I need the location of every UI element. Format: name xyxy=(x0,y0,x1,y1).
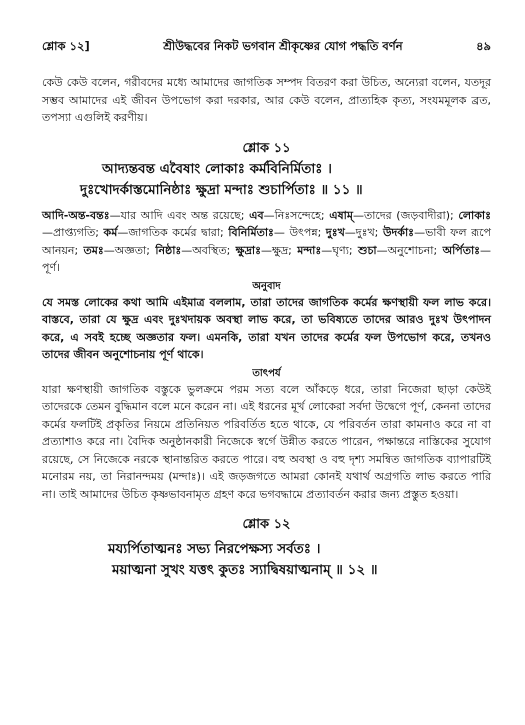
synonym-meaning: —দুঃখ; xyxy=(344,226,383,239)
synonym-meaning: —অবস্থিত; xyxy=(181,243,236,257)
synonym-meaning: —নিঃসন্দেহে; xyxy=(263,208,330,222)
synonym-word: লোকাঃ xyxy=(458,208,491,222)
verse-12-sanskrit xyxy=(42,539,491,581)
synonym-word: নিষ্ঠাঃ xyxy=(155,243,182,257)
verse-11-sanskrit xyxy=(42,159,491,201)
synonym-meaning: —পূর্ণ। xyxy=(42,243,492,274)
synonym-meaning: —তাদের (জড়বাদীরা); xyxy=(352,208,459,222)
synonym-word: দুঃখ xyxy=(325,226,345,239)
intro-paragraph: কেউ কেউ বলেন, গরীবদের মধ্যে আমাদের জাগতিক সম্পদ বিতরণ করা উচিত, অন্যেরা বলেন, যতদূর সম্ভব আমাদের এই জীবন উপভোগ করা দরকার, আর কেউ বলেন, প্রাত্যহিক কৃত্য, সংযমমূলক ব্রত, তপস্যা এগুলিই করণীয়। xyxy=(42,76,491,124)
page-number: ৪৯ xyxy=(476,39,491,53)
running-header xyxy=(42,38,491,60)
synonym-word: এষাম্ xyxy=(329,208,353,222)
synonym-word: শুচা xyxy=(357,243,377,257)
verse-12-line-1: ময্যর্পিতাত্মনঃ সভ্য নিরপেক্ষস্য সর্বতঃ । xyxy=(108,541,321,557)
synonym-word: ক্ষুদ্রাঃ xyxy=(235,243,261,257)
verse-11-line-2: দুঃখোদর্কাস্তমোনিষ্ঠাঃ ক্ষুদ্রা মন্দাঃ শুচার্পিতাঃ ॥ ১১ ॥ xyxy=(80,181,363,198)
synonym-meaning: —যার আদি এবং অন্ত রয়েছে; xyxy=(109,208,250,222)
header-verse-ref: শ্লোক ১২] xyxy=(42,39,90,53)
synonym-meaning: — উৎপন্ন; xyxy=(273,226,326,239)
synonym-word: উদর্কাঃ xyxy=(382,226,415,239)
verse-12-heading: শ্লোক ১২ xyxy=(242,517,291,532)
verse-11-heading: শ্লোক ১১ xyxy=(242,140,291,156)
synonym-word: এব xyxy=(249,208,264,222)
synonym-meaning: —ভাবী ফল রূপে আনয়ন; xyxy=(42,226,491,257)
verse-11-line-1: আদ্যন্তবন্ত এবৈষাং লোকাঃ কর্মবিনির্মিতাঃ । xyxy=(102,160,332,177)
synonym-word: বিনির্মিতাঃ xyxy=(228,226,274,239)
purport-title: তাৎপর্য xyxy=(252,367,281,379)
synonym-meaning: —ক্ষুদ্র; xyxy=(260,243,298,257)
verse-11-synonyms xyxy=(42,207,491,277)
translation-title: অনুবাদ xyxy=(252,280,281,292)
header-chapter-title: শ্রীউদ্ধবের নিকট ভগবান শ্রীকৃষ্ণের যোগ পদ্ধতি বর্ণন xyxy=(163,39,403,53)
synonym-meaning: —জাগতিক কর্মের দ্বারা; xyxy=(117,226,229,239)
synonym-meaning: —প্রাপ্ত্যগতি; xyxy=(42,226,104,239)
verse-12-line-2: ময়াত্মনা সুখং যত্তৎ কুতঃ স্যাদ্বিষয়াত্মনাম্ ॥ ১২ ॥ xyxy=(112,562,378,578)
synonym-meaning: —ঘৃণ্য; xyxy=(321,243,358,257)
synonym-word: আদি-অন্ত-বন্তঃ xyxy=(42,208,110,222)
translation-text: যে সমস্ত লোকের কথা আমি এইমাত্র বললাম, তারা তাদের জাগতিক কর্মের ক্ষণস্থায়ী ফল লাভ করে। বাস্তবে, তারা যে ক্ষুদ্র এবং দুঃখদায়ক অবস্থা লাভ করে, তা ভবিষ্যতে তাদের আরও দুঃখ উৎপাদন করে, এ সবই হচ্ছে অজ্ঞতার ফল। এমনকি, তারা যখন তাদের কর্মের ফল উপভোগ করে, তখনও তাদের জীবন অনুশোচনায় পূর্ণ থাকে। xyxy=(42,295,491,361)
synonym-word: মন্দাঃ xyxy=(297,243,322,257)
synonym-meaning: —অনুশোচনা; xyxy=(376,243,443,257)
synonym-word: তমঃ xyxy=(83,243,104,257)
synonym-word: অর্পিতাঃ xyxy=(442,243,481,257)
synonym-meaning: —অজ্ঞতা; xyxy=(103,243,156,257)
synonym-word: কর্ম xyxy=(103,226,118,239)
purport-text: যারা ক্ষণস্থায়ী জাগতিক বস্তুকে ভুলক্রমে পরম সত্য বলে আঁকড়ে ধরে, তারা নিজেরা ছাড়া কেউই তাদেরকে তেমন বুদ্ধিমান বলে মনে করেন না। এই ধরনের মূর্খ লোকেরা সর্বদা উদ্বেগে পূর্ণ, কেননা তাদের কর্মের ফলটিই প্রকৃতির নিয়মে প্রতিনিয়ত পরিবর্তিত হতে থাকে, যে পরিবর্তন তারা কামনাও করে না বা প্রত্যাশাও করে না। বৈদিক অনুষ্ঠানকারী নিজেকে স্বর্গে উন্নীত করতে পারেন, পক্ষান্তরে নাস্তিকের সুযোগ রয়েছে, সে নিজেকে নরকে স্থানান্তরিত করতে পারে। বহু অবস্থা ও বহু দৃশ্য সমন্বিত জাগতিক ব্যাপারটিই মনোরম নয়, তা নিরানন্দময় (মন্দাঃ)। এই জড়জগতে আমরা কোনই যথার্থ অগ্রগতি লাভ করতে পারি না। তাই আমাদের উচিত কৃষ্ণভাবনামৃত গ্রহণ করে ভগবদ্ধামে প্রত্যাবর্তন করার জন্য প্রস্তুত হওয়া। xyxy=(42,382,491,501)
